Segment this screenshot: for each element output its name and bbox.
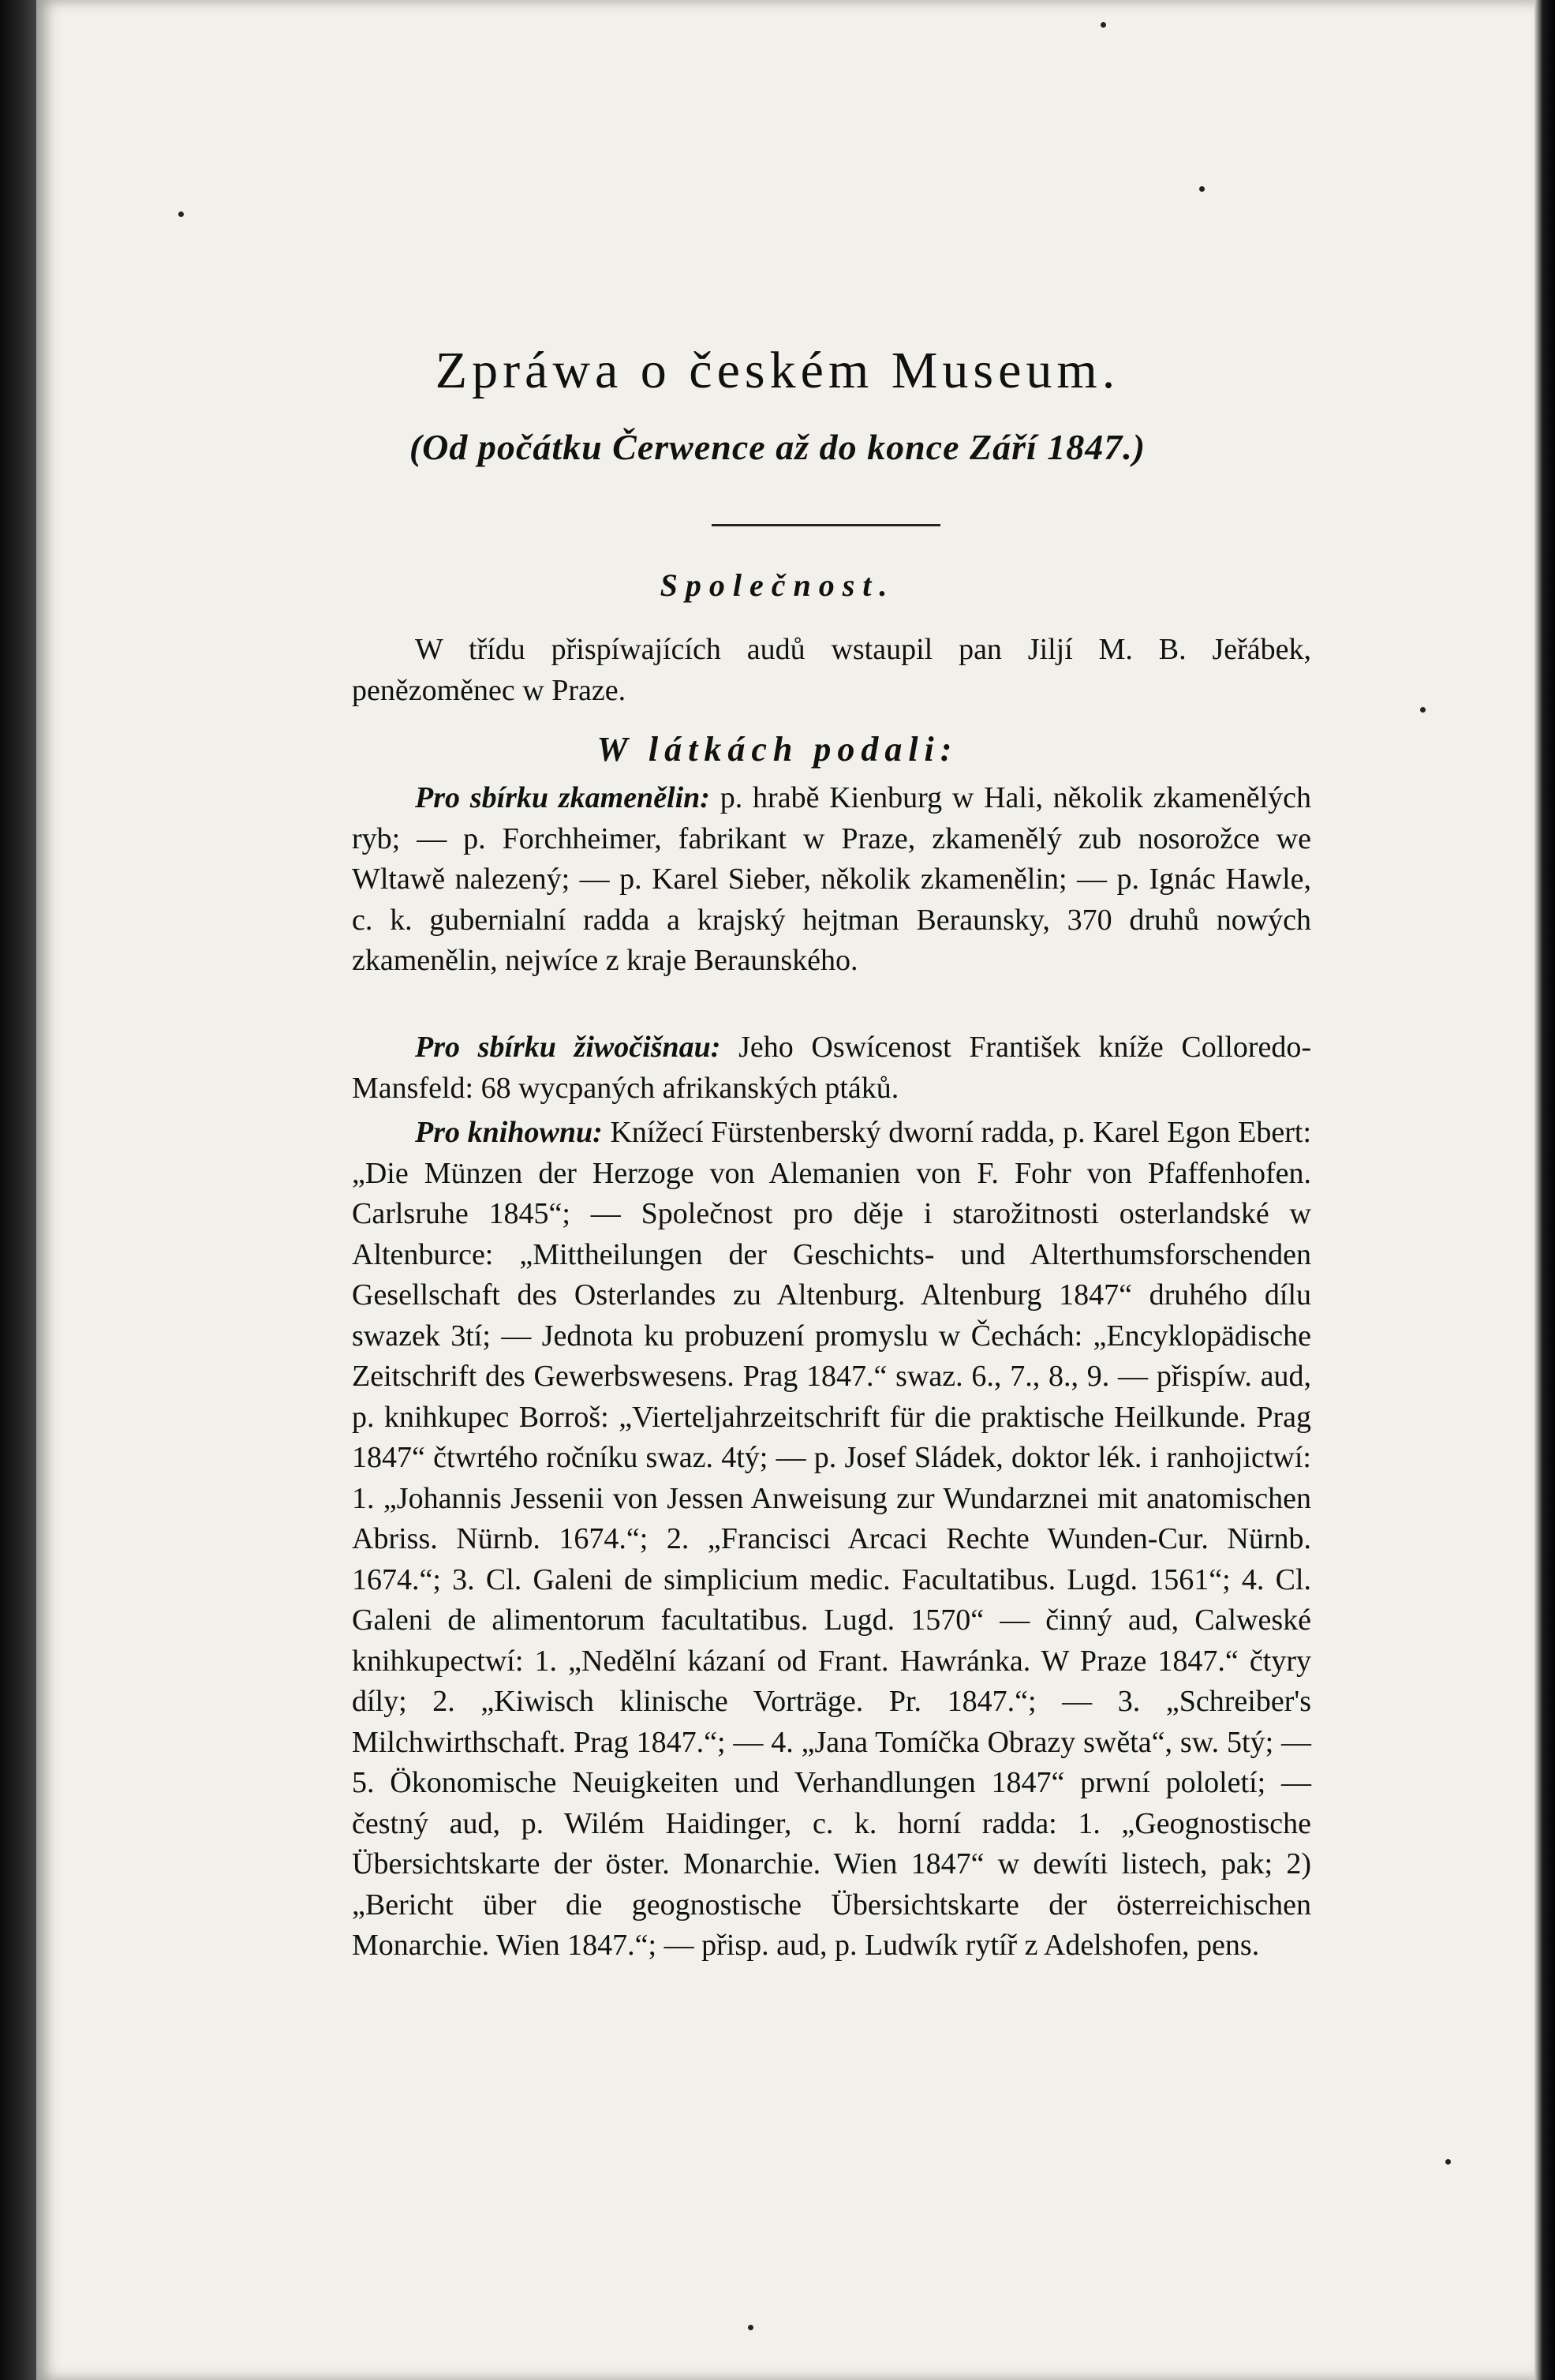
paragraph-knihownu — [352, 1113, 1311, 1966]
paragraph-zkameneliny-lead: Pro sbírku zkamenělin: — [415, 781, 710, 814]
page-subtitle: (Od počátku Čerwence až do konce Září 1847.) — [409, 427, 1146, 467]
paragraph-zivocisnau — [352, 1027, 1311, 1109]
paragraph-zkameneliny — [352, 778, 1311, 982]
paragraph-knihownu-lead: Pro knihownu: — [415, 1116, 603, 1149]
paragraph-spolecnost — [352, 630, 1311, 711]
page-speck — [1199, 186, 1205, 192]
page-speck — [1445, 2159, 1451, 2165]
page-speck — [178, 211, 184, 217]
page-speck — [1420, 707, 1426, 713]
page-speck — [748, 2325, 753, 2330]
paragraph-spolecnost-text: W třídu přispíwajících audů wstaupil pan Jiljí M. B. Jeřábek, penězoměnec w Praze. — [352, 633, 1311, 707]
section-heading-latky: W látkách podali: — [596, 730, 959, 769]
page-title: Zpráwa o českém Museum. — [435, 342, 1120, 399]
section-heading-spolecnost: Společnost. — [660, 567, 895, 603]
page-speck — [1101, 22, 1106, 28]
paragraph-zivocisnau-lead: Pro sbírku žiwočišnau: — [415, 1031, 721, 1064]
paragraph-zivocisnau-text: Jeho Oswícenost František kníže Colloredo-Mansfeld: 68 wycpaných afrikanských ptáků. — [352, 1031, 1311, 1105]
title-divider — [712, 524, 940, 526]
paragraph-knihownu-text: Knížecí Fürstenberský dworní radda, p. Karel Egon Ebert: „Die Münzen der Herzoge von Alemanien von F. Fohr von Pfaffenhofen. Carlsruhe 1845“; — Společnost pro děje i starožitnosti osterlandské w Altenburce: „Mittheilungen der Geschichts- und Alterthumsforschenden Gesellschaft des Osterlandes zu Altenburg. Altenburg 1847“ druhého dílu swazek 3tí; — Jednota ku probuzení promyslu w Čechách: „Encyklopädische Zeitschrift des Gewerbswesens. Prag 1847.“ swaz. 6., 7., 8., 9. — přispíw. aud, p. knihkupec Borroš: „Vierteljahrzeitschrift für die praktische Heilkunde. Prag 1847“ čtwrtého ročníku swaz. 4tý; — p. Josef Sládek, doktor lék. i ranhojictwí: 1. „Johannis Jessenii von Jessen Anweisung zur Wundarznei mit anatomischen Abriss. Nürnb. 1674.“; 2. „Francisci Arcaci Rechte Wunden-Cur. Nürnb. 1674.“; 3. Cl. Galeni de simplicium medic. Facultatibus. Lugd. 1561“; 4. Cl. Galeni de alimentorum facultatibus. Lugd. 1570“ — činný aud, Calweské knihkupectwí: 1. „Nedělní kázaní od Frant. Hawránka. W Praze 1847.“ čtyry díly; 2. „Kiwisch klinische Vorträge. Pr. 1847.“; — 3. „Schreiber's Milchwirthschaft. Prag 1847.“; — 4. „Jana Tomíčka Obrazy swěta“, sw. 5tý; — 5. Ökonomische Neuigkeiten und Verhandlungen 1847“ prwní pololetí; — čestný aud, p. Wilém Haidinger, c. k. horní radda: 1. „Geognostische Übersichtskarte der öster. Monarchie. Wien 1847“ w dewíti listech, pak; 2) „Bericht über die geognostische Übersichtskarte der österreichischen Monarchie. Wien 1847.“; — přisp. aud, p. Ludwík rytíř z Adelshofen, pens. — [352, 1116, 1312, 1962]
paragraph-zkameneliny-text: p. hrabě Kienburg w Hali, několik zkamenělých ryb; — p. Forchheimer, fabrikant w Praze, zkamenělý zub nosorožce we Wltawě nalezený; — p. Karel Sieber, několik zkamenělin; — p. Ignác Hawle, c. k. gubernialní radda a krajský hejtman Beraunsky, 370 druhů nowých zkamenělin, nejwíce z kraje Beraunského. — [352, 781, 1312, 977]
